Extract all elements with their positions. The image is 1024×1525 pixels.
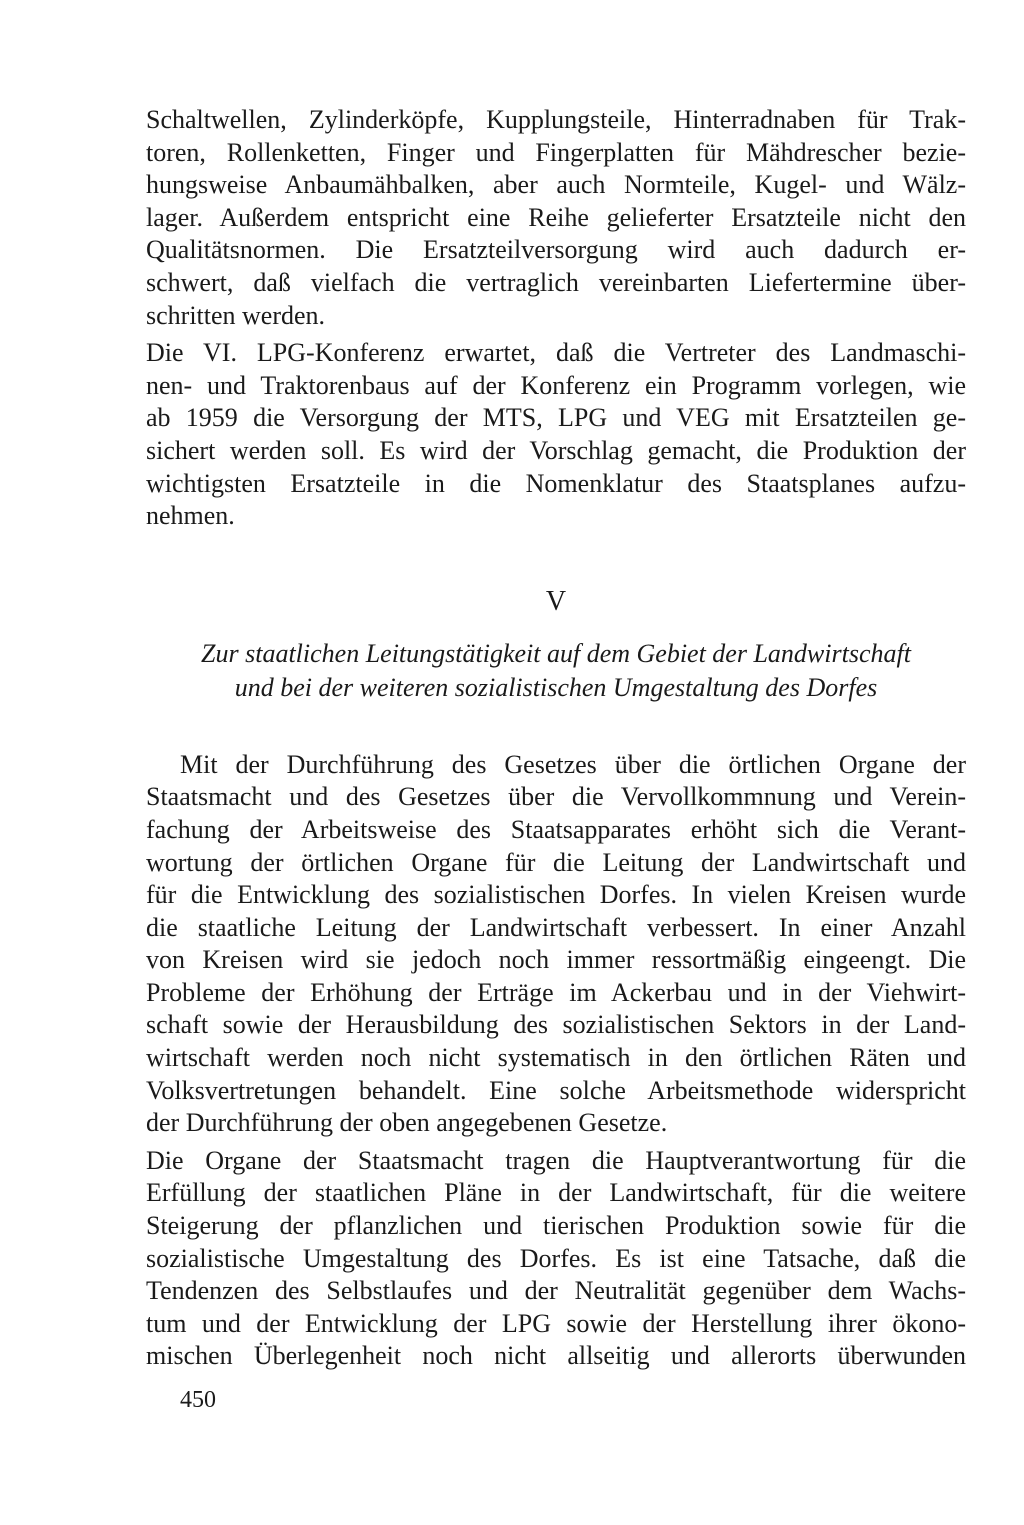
- section-title-line: und bei der weiteren sozialistischen Umgestaltung des Dorfes: [234, 672, 878, 702]
- text-line: schritten werden.: [146, 300, 326, 330]
- section-numeral: V: [545, 585, 567, 617]
- text-line: wortung der örtlichen Organe für die Leitung der Landwirtschaft und: [146, 847, 966, 877]
- text-line: Qualitätsnormen. Die Ersatzteilversorgung wird auch dadurch er-: [146, 235, 966, 265]
- text-line: Staatsmacht und des Gesetzes über die Vervollkommnung und Verein-: [146, 782, 966, 812]
- text-line: schaft sowie der Herausbildung des sozialistischen Sektors in der Land-: [146, 1010, 966, 1040]
- text-line: schwert, daß vielfach die vertraglich vereinbarten Liefertermine über-: [146, 267, 966, 297]
- text-line: für die Entwicklung des sozialistischen Dorfes. In vielen Kreisen wurde: [146, 880, 966, 910]
- text-line: Mit der Durchführung des Gesetzes über die örtlichen Organe der: [180, 749, 966, 779]
- text-line: der Durchführung der oben angegebenen Gesetze.: [146, 1108, 668, 1138]
- page-number: 450: [180, 1387, 216, 1413]
- paragraph-3: [146, 749, 966, 1140]
- text-line: nehmen.: [146, 501, 235, 531]
- text-line: Probleme der Erhöhung der Erträge im Ackerbau und in der Viehwirt-: [146, 977, 966, 1007]
- section-title: [146, 637, 966, 705]
- text-line: toren, Rollenketten, Finger und Fingerplatten für Mähdrescher bezie-: [146, 137, 966, 167]
- text-line: fachung der Arbeitsweise des Staatsapparates erhöht sich die Verant-: [146, 814, 966, 844]
- text-line: mischen Überlegenheit noch nicht allseitig und allerorts überwunden: [146, 1341, 966, 1371]
- page-body: [146, 104, 966, 1373]
- text-line: wirtschaft werden noch nicht systematisch in den örtlichen Räten und: [146, 1043, 966, 1073]
- text-line: sozialistische Umgestaltung des Dorfes. Es ist eine Tatsache, daß die: [146, 1243, 966, 1273]
- text-line: wichtigsten Ersatzteile in die Nomenklatur des Staatsplanes aufzu-: [146, 468, 966, 498]
- text-line: Erfüllung der staatlichen Pläne in der Landwirtschaft, für die weitere: [146, 1178, 966, 1208]
- paragraph-4: [146, 1145, 966, 1373]
- text-line: Schaltwellen, Zylinderköpfe, Kupplungsteile, Hinterradnaben für Trak-: [146, 105, 966, 134]
- text-line: sichert werden soll. Es wird der Vorschlag gemacht, die Produktion der: [146, 435, 966, 465]
- text-line: Die VI. LPG-Konferenz erwartet, daß die Vertreter des Landmaschi-: [146, 338, 966, 368]
- text-line: lager. Außerdem entspricht eine Reihe gelieferter Ersatzteile nicht den: [146, 202, 966, 232]
- text-line: ab 1959 die Versorgung der MTS, LPG und VEG mit Ersatzteilen ge-: [146, 403, 966, 433]
- section-title-line: Zur staatlichen Leitungstätigkeit auf dem Gebiet der Landwirtschaft: [201, 638, 911, 668]
- text-line: Volksvertretungen behandelt. Eine solche Arbeitsmethode widerspricht: [146, 1075, 966, 1105]
- text-line: Tendenzen des Selbstlaufes und der Neutralität gegenüber dem Wachs-: [146, 1276, 966, 1306]
- text-line: die staatliche Leitung der Landwirtschaft verbessert. In einer Anzahl: [146, 912, 966, 942]
- paragraph-2: [146, 337, 966, 533]
- text-line: tum und der Entwicklung der LPG sowie der Herstellung ihrer ökono-: [146, 1308, 966, 1338]
- paragraph-1: [146, 104, 966, 332]
- text-line: von Kreisen wird sie jedoch noch immer ressortmäßig eingeengt. Die: [146, 945, 966, 975]
- text-line: hungsweise Anbaumähbalken, aber auch Normteile, Kugel- und Wälz-: [146, 170, 966, 200]
- text-line: Die Organe der Staatsmacht tragen die Hauptverantwortung für die: [146, 1145, 966, 1175]
- text-line: nen- und Traktorenbaus auf der Konferenz ein Programm vorlegen, wie: [146, 370, 966, 400]
- text-line: Steigerung der pflanzlichen und tierischen Produktion sowie für die: [146, 1211, 966, 1241]
